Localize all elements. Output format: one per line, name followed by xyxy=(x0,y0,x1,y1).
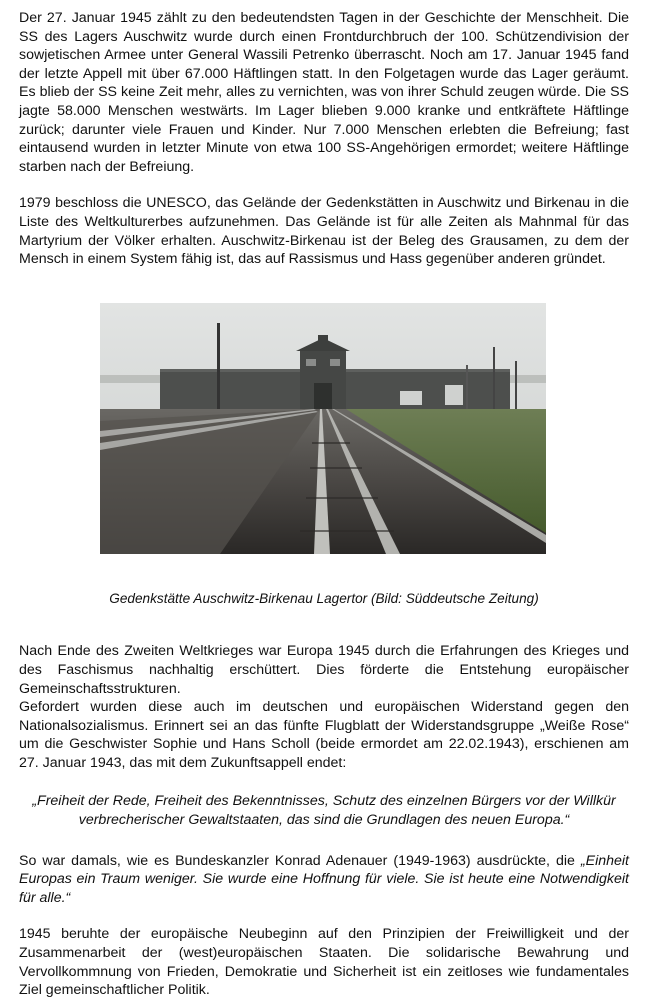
paragraph-postwar: Nach Ende des Zweiten Weltkrieges war Europa 1945 durch die Erfahrungen des Krieges und des Faschismus nachhaltig erschüttert. Dies förderte die Entstehung europäischer Gemeinschaftsstrukturen. xyxy=(19,643,629,697)
paragraph-liberation: Der 27. Januar 1945 zählt zu den bedeutendsten Tagen in der Geschichte der Menschheit. Die SS des Lagers Auschwitz wurde durch einen Frontdurchbruch der 100. Schützendivision der sowjetischen Armee unter General Wassili Petrenko überrascht. Noch am 17. Januar 1945 fand der letzte Appell mit über 67.000 Häftlingen statt. In den Folgetagen wurde das Lager geräumt. Es blieb der SS keine Zeit mehr, alles zu vernichten, was von ihrer Schuld zeugen würde. Die SS jagte 58.000 Menschen westwärts. Im Lager blieben 9.000 kranke und entkräftete Häftlinge zurück; darunter viele Frauen und Kinder. Nur 7.000 Menschen erlebten die Befreiung; fast eintausend wurden in letzter Minute von etwa 100 SS-Angehörigen ermordet; weitere Häftlinge starben nach der Befreiung. xyxy=(19,10,629,175)
paragraph-resistance: Gefordert wurden diese auch im deutschen und europäischen Widerstand gegen den Nationalsozialismus. Erinnert sei an das fünfte Flugblatt der Widerstandsgruppe „Weiße Rose“ um die Geschwister Sophie und Hans Scholl (beide ermordet am 22.02.1943), erschienen am 27. Januar 1943, das mit dem Zukunftsappell endet: xyxy=(19,699,629,771)
document-page xyxy=(19,9,629,1000)
quote-weisse-rose: „Freiheit der Rede, Freiheit des Bekenntnisses, Schutz des einzelnen Bürgers vor der Willkür verbrecherischer Gewaltstaaten, das sind die Grundlagen des neuen Europa.“ xyxy=(32,793,616,829)
gate-photo-image xyxy=(100,303,546,554)
paragraph-unesco: 1979 beschloss die UNESCO, das Gelände der Gedenkstätten in Auschwitz und Birkenau in die Liste des Weltkulturerbes aufzunehmen. Das Gelände ist für alle Zeiten als Mahnmal für das Martyrium der Völker erhalten. Auschwitz-Birkenau ist der Beleg des Grausamen, zu dem der Mensch in einem System fähig ist, das auf Rassismus und Hass gegenüber anderen gründet. xyxy=(19,195,629,268)
photo-birkenau-gate xyxy=(100,303,546,554)
adenauer-quote: „Einheit Europas ein Traum weniger. Sie wurde eine Hoffnung für viele. Sie ist heute eine Notwendigkeit für alle.“ xyxy=(19,852,629,906)
paragraph-adenauer xyxy=(19,852,629,908)
photo-caption: Gedenkstätte Auschwitz-Birkenau Lagertor (Bild: Süddeutsche Zeitung) xyxy=(109,590,539,606)
adenauer-lead-text: So war damals, wie es Bundeskanzler Konrad Adenauer (1949-1963) ausdrückte, die xyxy=(19,852,581,869)
paragraph-europe-principles: 1945 beruhte der europäische Neubeginn auf den Prinzipien der Freiwilligkeit und der Zusammenarbeit der (west)europäischen Staaten. Die solidarische Bewahrung und Vervollkommnung von Frieden, Demokratie und Sicherheit ist ein zeitloses wie fundamentales Ziel gemeinschaftlicher Politik. xyxy=(19,926,629,999)
